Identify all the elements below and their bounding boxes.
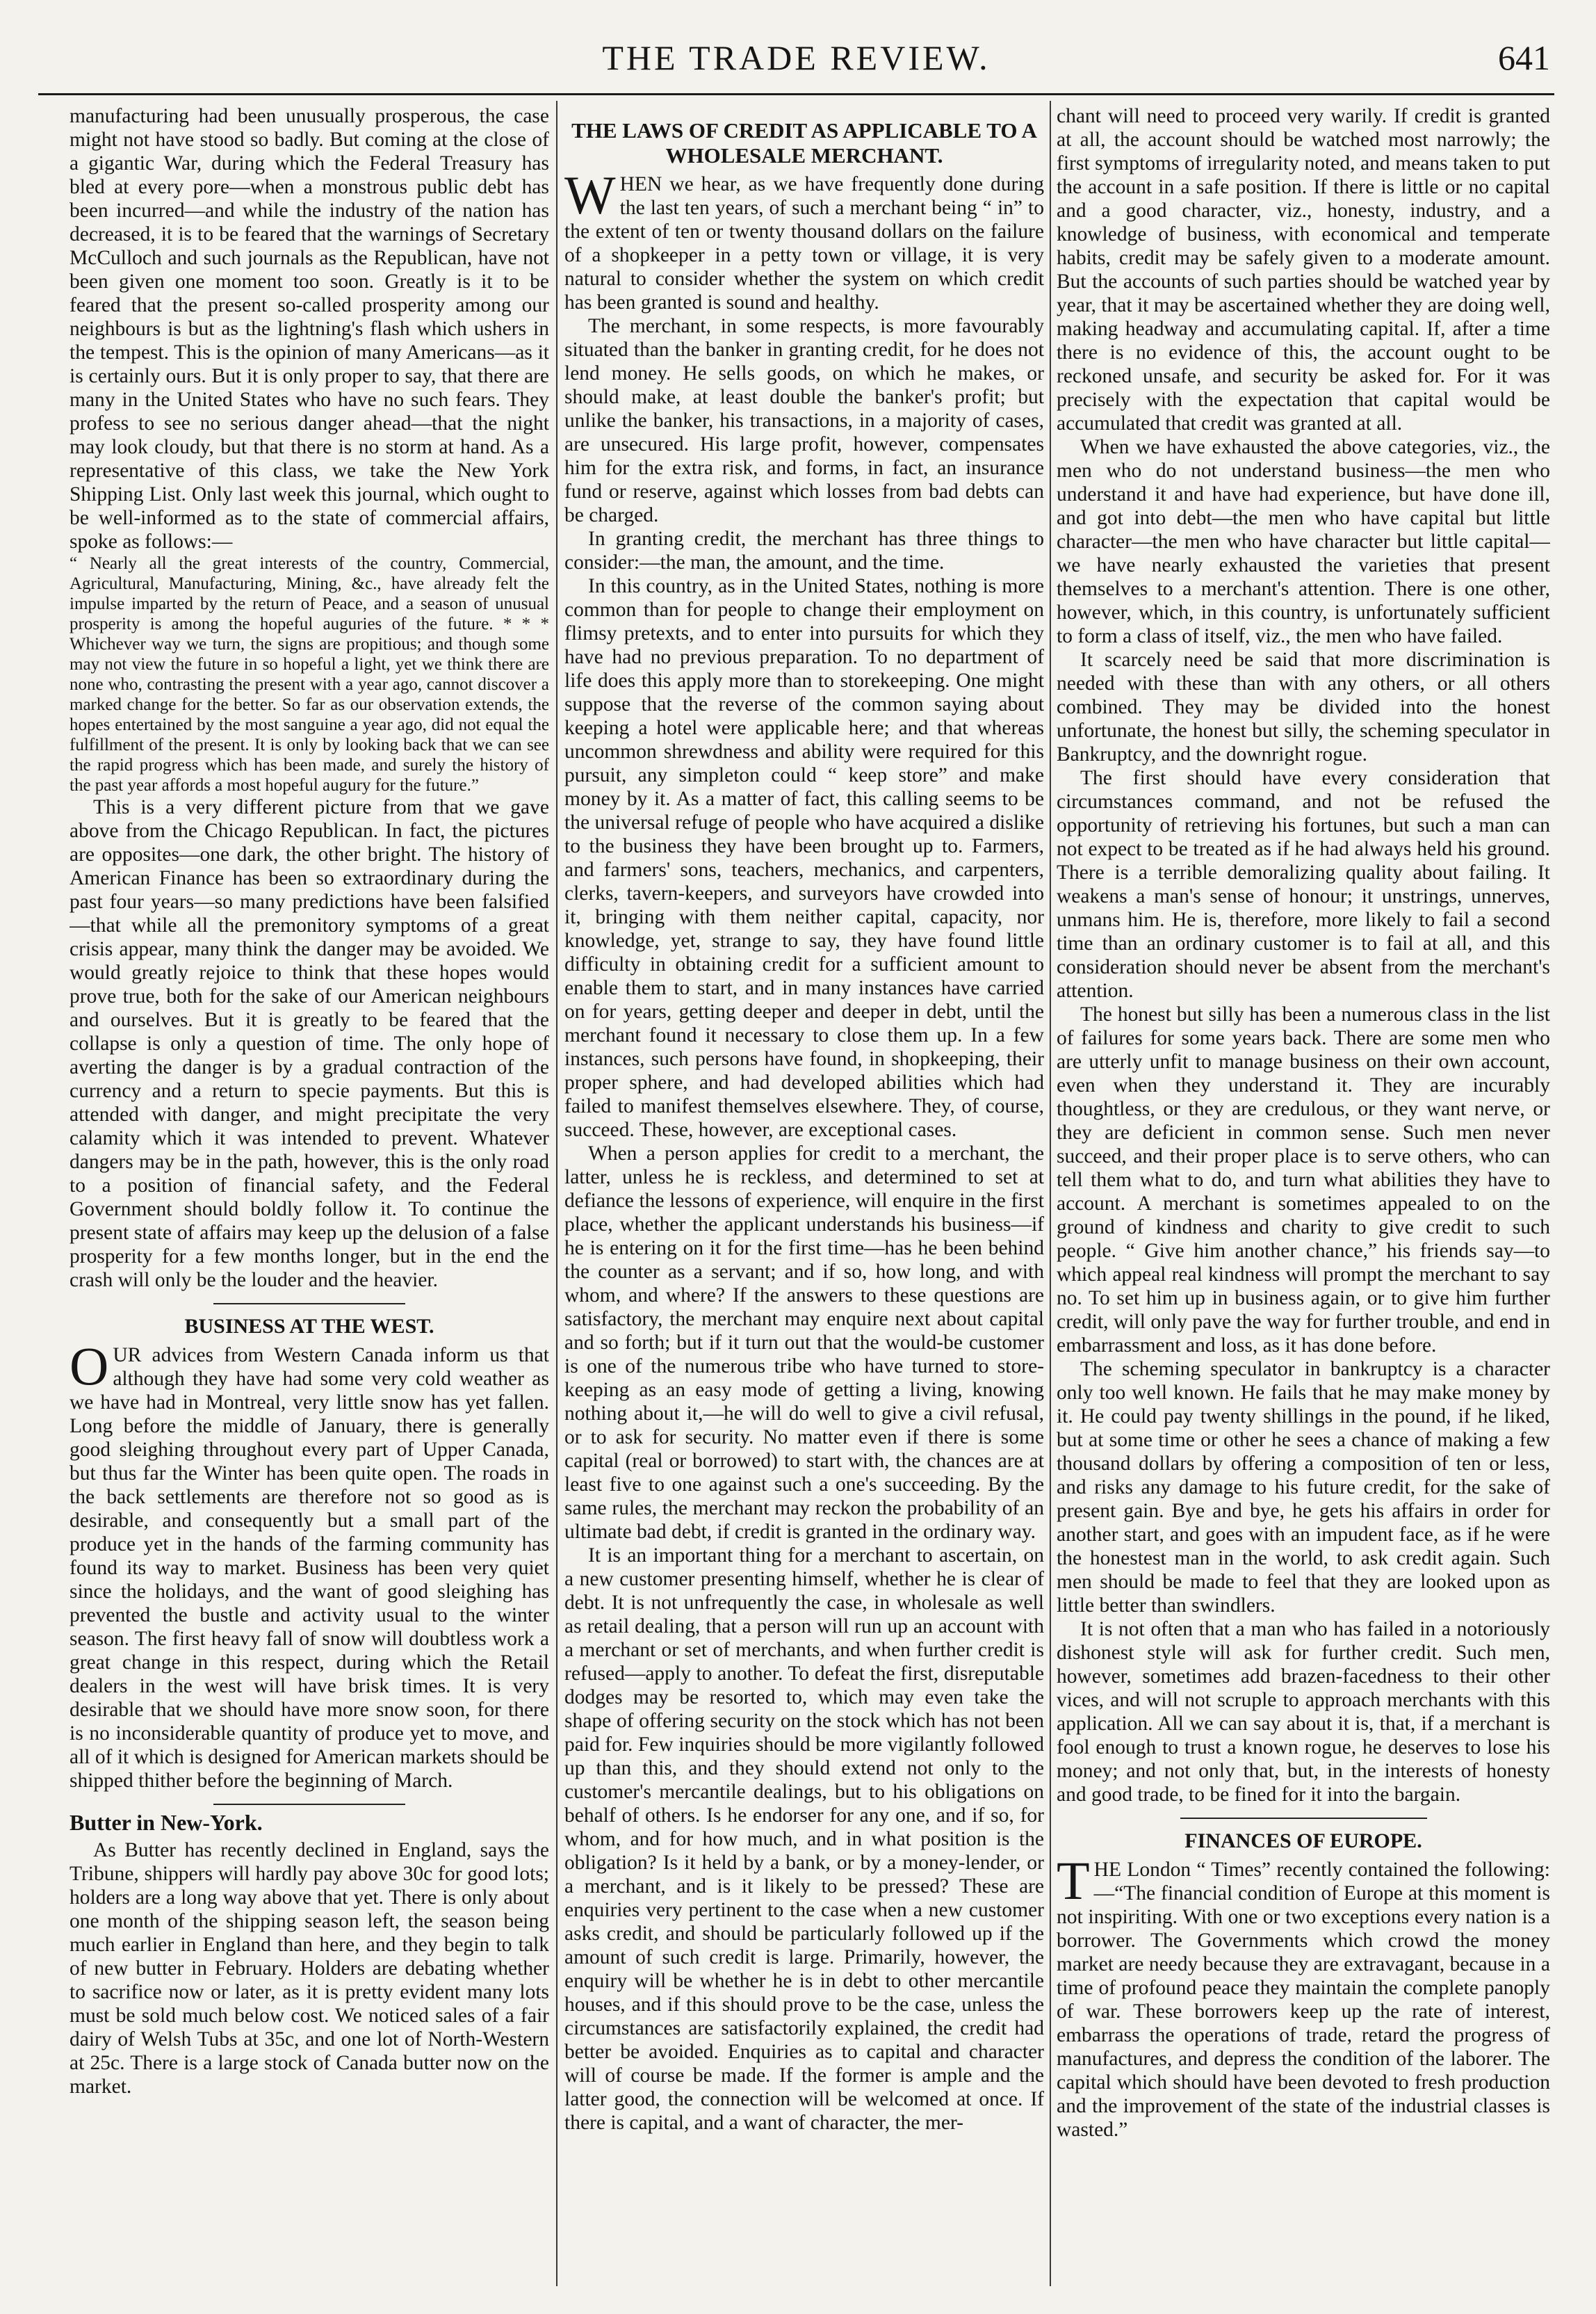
section-rule <box>213 1804 405 1805</box>
laws-of-credit-paragraph: It is an important thing for a merchant to ascertain, on a new customer presenting himself, whether he is clear of debt. It is not unfrequently the case, in wholesale as well as retail dealing, that a person will run up an account with a merchant or set of merchants, and when further credit is refused—apply to another. To defeat the first, disreputable dodges may be resorted to, which may even take the shape of offering security on the stock which has not been paid for. Few inquiries should be more vigilantly followed up than this, and they should extend not only to the customer's mercantile dealings, but to his obligations on behalf of others. Is he endorser for any one, and if so, for whom, and for how much, and in what position is the obligation? Is it held by a bank, or by a money-lender, or a merchant, and is it likely to be pressed? These are enquiries very pertinent to the case when a new customer asks credit, and should be particularly followed up if the amount of such credit is large. Primarily, however, the enquiry will be whether he is in debt to other mercantile houses, and if this should prove to be the case, unless the circumstances are satisfactorily explained, the credit had better be avoided. Enquiries as to capital and character will of course be made. If the former is ample and the latter good, the connection will be welcomed at once. If there is capital, and a want of character, the mer- <box>564 1544 1044 2134</box>
section-rule <box>1180 1818 1427 1819</box>
laws-of-credit-paragraph: The first should have every consideration that circumstances command, and not be refused the opportunity of retrieving his fortunes, but such a man can not expect to be treated as if he had always held his ground. There is a terrible demoralizing quality about failing. It weakens a man's sense of honour; it unstrings, unnerves, unmans him. He is, therefore, more likely to fail a second time than an ordinary customer is to fail at all, and this consideration should never be absent from the merchant's attention. <box>1057 767 1550 1002</box>
drop-cap: O <box>70 1336 109 1396</box>
laws-of-credit-paragraph: The scheming speculator in bankruptcy is a character only too well known. He fails that he may make money by it. He could pay twenty shillings in the pound, if he liked, but at some time or other he sees a chance of making a few thousand dollars by offering a composition of ten or less, and risks any damage to his future credit, for the sake of present gain. Bye and bye, he gets his affairs in order for another start, and goes with an impudent face, as if he were the honestest man in the world, to ask credit again. Such men should be made to feel that they are looked upon as little better than swindlers. <box>1057 1358 1550 1617</box>
laws-of-credit-paragraph: It is not often that a man who has failed in a notoriously dishonest style will ask for further credit. Such men, however, sometimes add brazen-facedness to their other vices, and will not scruple to approach merchants with this application. All we can say about it is, that, if a merchant is fool enough to trust a known rogue, he deserves to lose his money; and not only that, but, in the interests of honesty and good trade, to be fined for it into the bargain. <box>1057 1618 1550 1806</box>
column-divider <box>556 101 557 2286</box>
laws-of-credit-paragraph: The honest but silly has been a numerous class in the list of failures for some years back. There are some men who are utterly unfit to manage business on their own account, even when they understand it. They are incurably thoughtless, or they are credulous, or they want nerve, or they are deficient in common sense. Such men never succeed, and their proper place is to serve others, who can tell them what to do, and turn what abilities they have to account. A merchant is sometimes appealed to on the ground of kindness and charity to give credit to such people. “ Give him another chance,” his friends say—to which appeal real kindness will prompt the merchant to say no. To set him up in business again, or to give him further credit, will only pave the way for further trouble, and end in embarrassment and loss, as it has done before. <box>1057 1003 1550 1357</box>
laws-of-credit-heading: THE LAWS OF CREDIT AS APPLICABLE TO A WHOLESALE MERCHANT. <box>571 118 1037 168</box>
column-3 <box>1057 104 1550 2286</box>
laws-of-credit-paragraph: When a person applies for credit to a merchant, the latter, unless he is reckless, and determined to set at defiance the lessons of experience, will enquire in the first place, whether the applicant understands his business—if he is entering on it for the first time—has he been behind the counter as a servant; and if so, how long, and with whom, and where? If the answers to these questions are satisfactory, the merchant may enquire next about capital and so forth; but if it turn out that the would-be customer is one of the numerous tribe who have turned to store-keeping as an easy mode of getting a living, knowing nothing about it,—he will do well to give a civil refusal, or to ask for security. No matter even if there is some capital (real or borrowed) to start with, the chances are at least five to one against such a one's succeeding. By the same rules, the merchant may reckon the probability of an ultimate bad debt, if credit is granted in the ordinary way. <box>564 1142 1044 1543</box>
page-title: THE TRADE REVIEW. <box>602 38 991 77</box>
laws-of-credit-paragraph: WHEN we hear, as we have frequently done during the last ten years, of such a merchant being “ in” to the extent of ten or twenty thousand dollars on the failure of a shopkeeper in a petty town or village, it is very natural to consider whether the system on which credit has been granted is sound and healthy. <box>564 165 1044 314</box>
shipping-list-quote: “ Nearly all the great interests of the country, Commercial, Agricultural, Manufacturing, Mining, &c., have already felt the impulse imparted by the return of Peace, and a season of unusual prosperity is among the hopeful auguries of the future. * * * Whichever way we turn, the signs are propitious; and though some may not view the future in so hopeful a light, yet we think there are none who, contrasting the present with a year ago, cannot discover a marked change for the better. So far as our observation extends, the hopes entertained by the most sanguine a year ago, did not equal the fulfillment of the present. It is only by looking back that we can see the rapid progress which has been made, and surely the history of the past year affords a most hopeful augury for the future.” <box>70 554 549 795</box>
finances-of-europe-body: THE London “ Times” recently contained the following:—“The financial condition of Europe at this moment is not inspiriting. With one or two exceptions every nation is a borrower. The Governments which crowd the money market are needy because they are extravagant, because in a time of profound peace they maintain the complete panoply of war. These borrowers keep up the rate of interest, embarrass the operations of trade, retard the progress of manufactures, and depress the condition of the laborer. The capital which should have been devoted to fresh production and the improvement of the state of the industrial classes is wasted.” <box>1057 1850 1550 2141</box>
butter-body: As Butter has recently declined in England, says the Tribune, shippers will hardly pay above 30c for good lots; holders are a long way above that yet. There is only about one month of the shipping season left, the season being much earlier in England than here, and they begin to talk of new butter in February. Holders are debating whether to sacrifice now or later, as it is pretty evident many lots must be sold much below cost. We noticed sales of a fair dairy of Welsh Tubs at 35c, and one lot of North-Western at 25c. There is a large stock of Canada butter now on the market. <box>70 1839 549 2098</box>
laws-of-credit-paragraph: In granting credit, the merchant has three things to consider:—the man, the amount, and the time. <box>564 528 1044 574</box>
drop-cap: T <box>1057 1850 1090 1911</box>
laws-of-credit-paragraph: In this country, as in the United States, nothing is more common than for people to change their employment on flimsy pretexts, and to enter into pursuits for which they have had no previous preparation. To no department of life does this apply more than to storekeeping. One might suppose that the reverse of the common saying about keeping a hotel were applicable here; and that whereas uncommon shrewdness and ability were required for this pursuit, any simpleton could “ keep store” and make money by it. As a matter of fact, this calling seems to be the universal refuge of people who have acquired a dislike to the business they have been brought up to. Farmers, and farmers' sons, teachers, mechanics, and carpenters, clerks, tavern-keepers, and surveyors have crowded into it, bringing with them neither capital, capacity, nor knowledge, yet, strange to say, they have found little difficulty in obtaining credit for a sufficient amount to enable them to start, and in many instances have carried on for years, getting deeper and deeper in debt, until the merchant found it necessary to close them up. In a few instances, such persons have found, in shopkeeping, their proper sphere, and had developed abilities which had failed to manifest themselves elsewhere. They, of course, succeed. These, however, are exceptional cases. <box>564 575 1044 1141</box>
article-continued-paragraph: manufacturing had been unusually prosperous, the case might not have stood so badly. But coming at the close of a gigantic War, during which the Federal Treasury has bled at every pore—when a monstrous public debt has been incurred—and while the industry of the nation has decreased, it is to be feared that the warnings of Secretary McCulloch and such journals as the Republican, have not been given one moment too soon. Greatly is it to be feared that the present so-called prosperity among our neighbours is but as the lightning's flash which ushers in the tempest. This is the opinion of many Americans—as it is certainly ours. But it is only proper to say, that there are many in the United States who have no such fears. They profess to see no serious danger ahead—that the night may look cloudy, but that there is no storm at hand. As a representative of this class, we take the New York Shipping List. Only last week this journal, which ought to be well-informed as to the state of commercial affairs, spoke as follows:— <box>70 105 549 553</box>
article-paragraph: This is a very different picture from that we gave above from the Chicago Republican. In fact, the pictures are opposites—one dark, the other bright. The history of American Finance has been so extraordinary during the past four years—so many predictions have been falsified—that while all the premonitory symptoms of a great crisis appear, many think the danger may be avoided. We would greatly rejoice to think that these hopes would prove true, both for the sake of our American neighbours and ourselves. But it is greatly to be feared that the collapse is only a question of time. The only hope of averting the danger is by a gradual contraction of the currency and a return to specie payments. But this is attended with danger, and might precipitate the very calamity which it was intended to prevent. Whatever dangers may be in the path, however, this is the only road to a position of financial safety, and the Federal Government should boldly follow it. To continue the present state of affairs may keep up the delusion of a false prosperity for a few months longer, but in the end the crash will only be the louder and the heavier. <box>70 796 549 1291</box>
column-divider <box>1050 101 1051 2286</box>
column-2 <box>564 104 1044 2286</box>
butter-heading: Butter in New-York. <box>70 1810 263 1835</box>
column-1 <box>70 104 549 2286</box>
masthead <box>38 24 1554 95</box>
laws-of-credit-paragraph: When we have exhausted the above categories, viz., the men who do not understand business—the men who understand it and have had experience, but have done ill, and got into debt—the men who have capital but little character—the men who have character but little capital—we have nearly exhausted the varieties that present themselves to a merchant's attention. There is one other, however, which, in this country, is unfortunately sufficient to form a class of itself, viz., the men who have failed. <box>1057 436 1550 647</box>
laws-of-credit-paragraph: The merchant, in some respects, is more favourably situated than the banker in granting credit, for he does not lend money. He sells goods, on which he makes, or should make, at least double the banker's profit; but unlike the banker, his transactions, in a majority of cases, are unsecured. His large profit, however, compensates him for the extra risk, and forms, in fact, an insurance fund or reserve, against which losses from bad debts can be charged. <box>564 315 1044 526</box>
drop-cap: W <box>564 165 616 225</box>
laws-of-credit-paragraph: It scarcely need be said that more discrimination is needed with these than with any others, or all others combined. They may be divided into the honest unfortunate, the honest but silly, the scheming speculator in Bankruptcy, and the downright rogue. <box>1057 649 1550 766</box>
page-number: 641 <box>1498 38 1550 77</box>
business-west-heading: BUSINESS AT THE WEST. <box>184 1315 434 1338</box>
laws-of-credit-continued: chant will need to proceed very warily. If credit is granted at all, the account should be watched most narrowly; the first symptoms of irregularity noted, and means taken to put the account in a safe position. If there is little or no capital and a good character, viz., honesty, industry, and a knowledge of business, with economical and temperate habits, credit may be safely given to a moderate amount. But the accounts of such parties should be watched year by year, that it may be ascertained whether they are doing well, making headway and accumulating capital. If, after a time there is no evidence of this, the account ought to be reckoned unsafe, and security be asked for. For it was precisely with the expectation that capital would be accumulated that credit was granted at all. <box>1057 105 1550 435</box>
section-rule <box>213 1303 405 1304</box>
business-west-body: OUR advices from Western Canada inform us that although they have had some very cold weather as we have had in Montreal, very little snow has yet fallen. Long before the middle of January, there is generally good sleighing throughout every part of Upper Canada, but thus far the Winter has been quite open. The roads in the back settlements are therefore not so good as is desirable, and consequently but a small part of the produce yet in the hands of the farming community has found its way to market. Business has been very quiet since the holidays, and the want of good sleighing has prevented the bustle and activity usual to the winter season. The first heavy fall of snow will doubtless work a great change in this respect, during which the Retail dealers in the west will have brisk times. It is very desirable that we should have more snow soon, for there is no inconsiderable quantity of produce yet to move, and all of it which is designed for American markets should be shipped thither before the beginning of March. <box>70 1336 549 1792</box>
finances-of-europe-heading: FINANCES OF EUROPE. <box>1184 1829 1422 1852</box>
